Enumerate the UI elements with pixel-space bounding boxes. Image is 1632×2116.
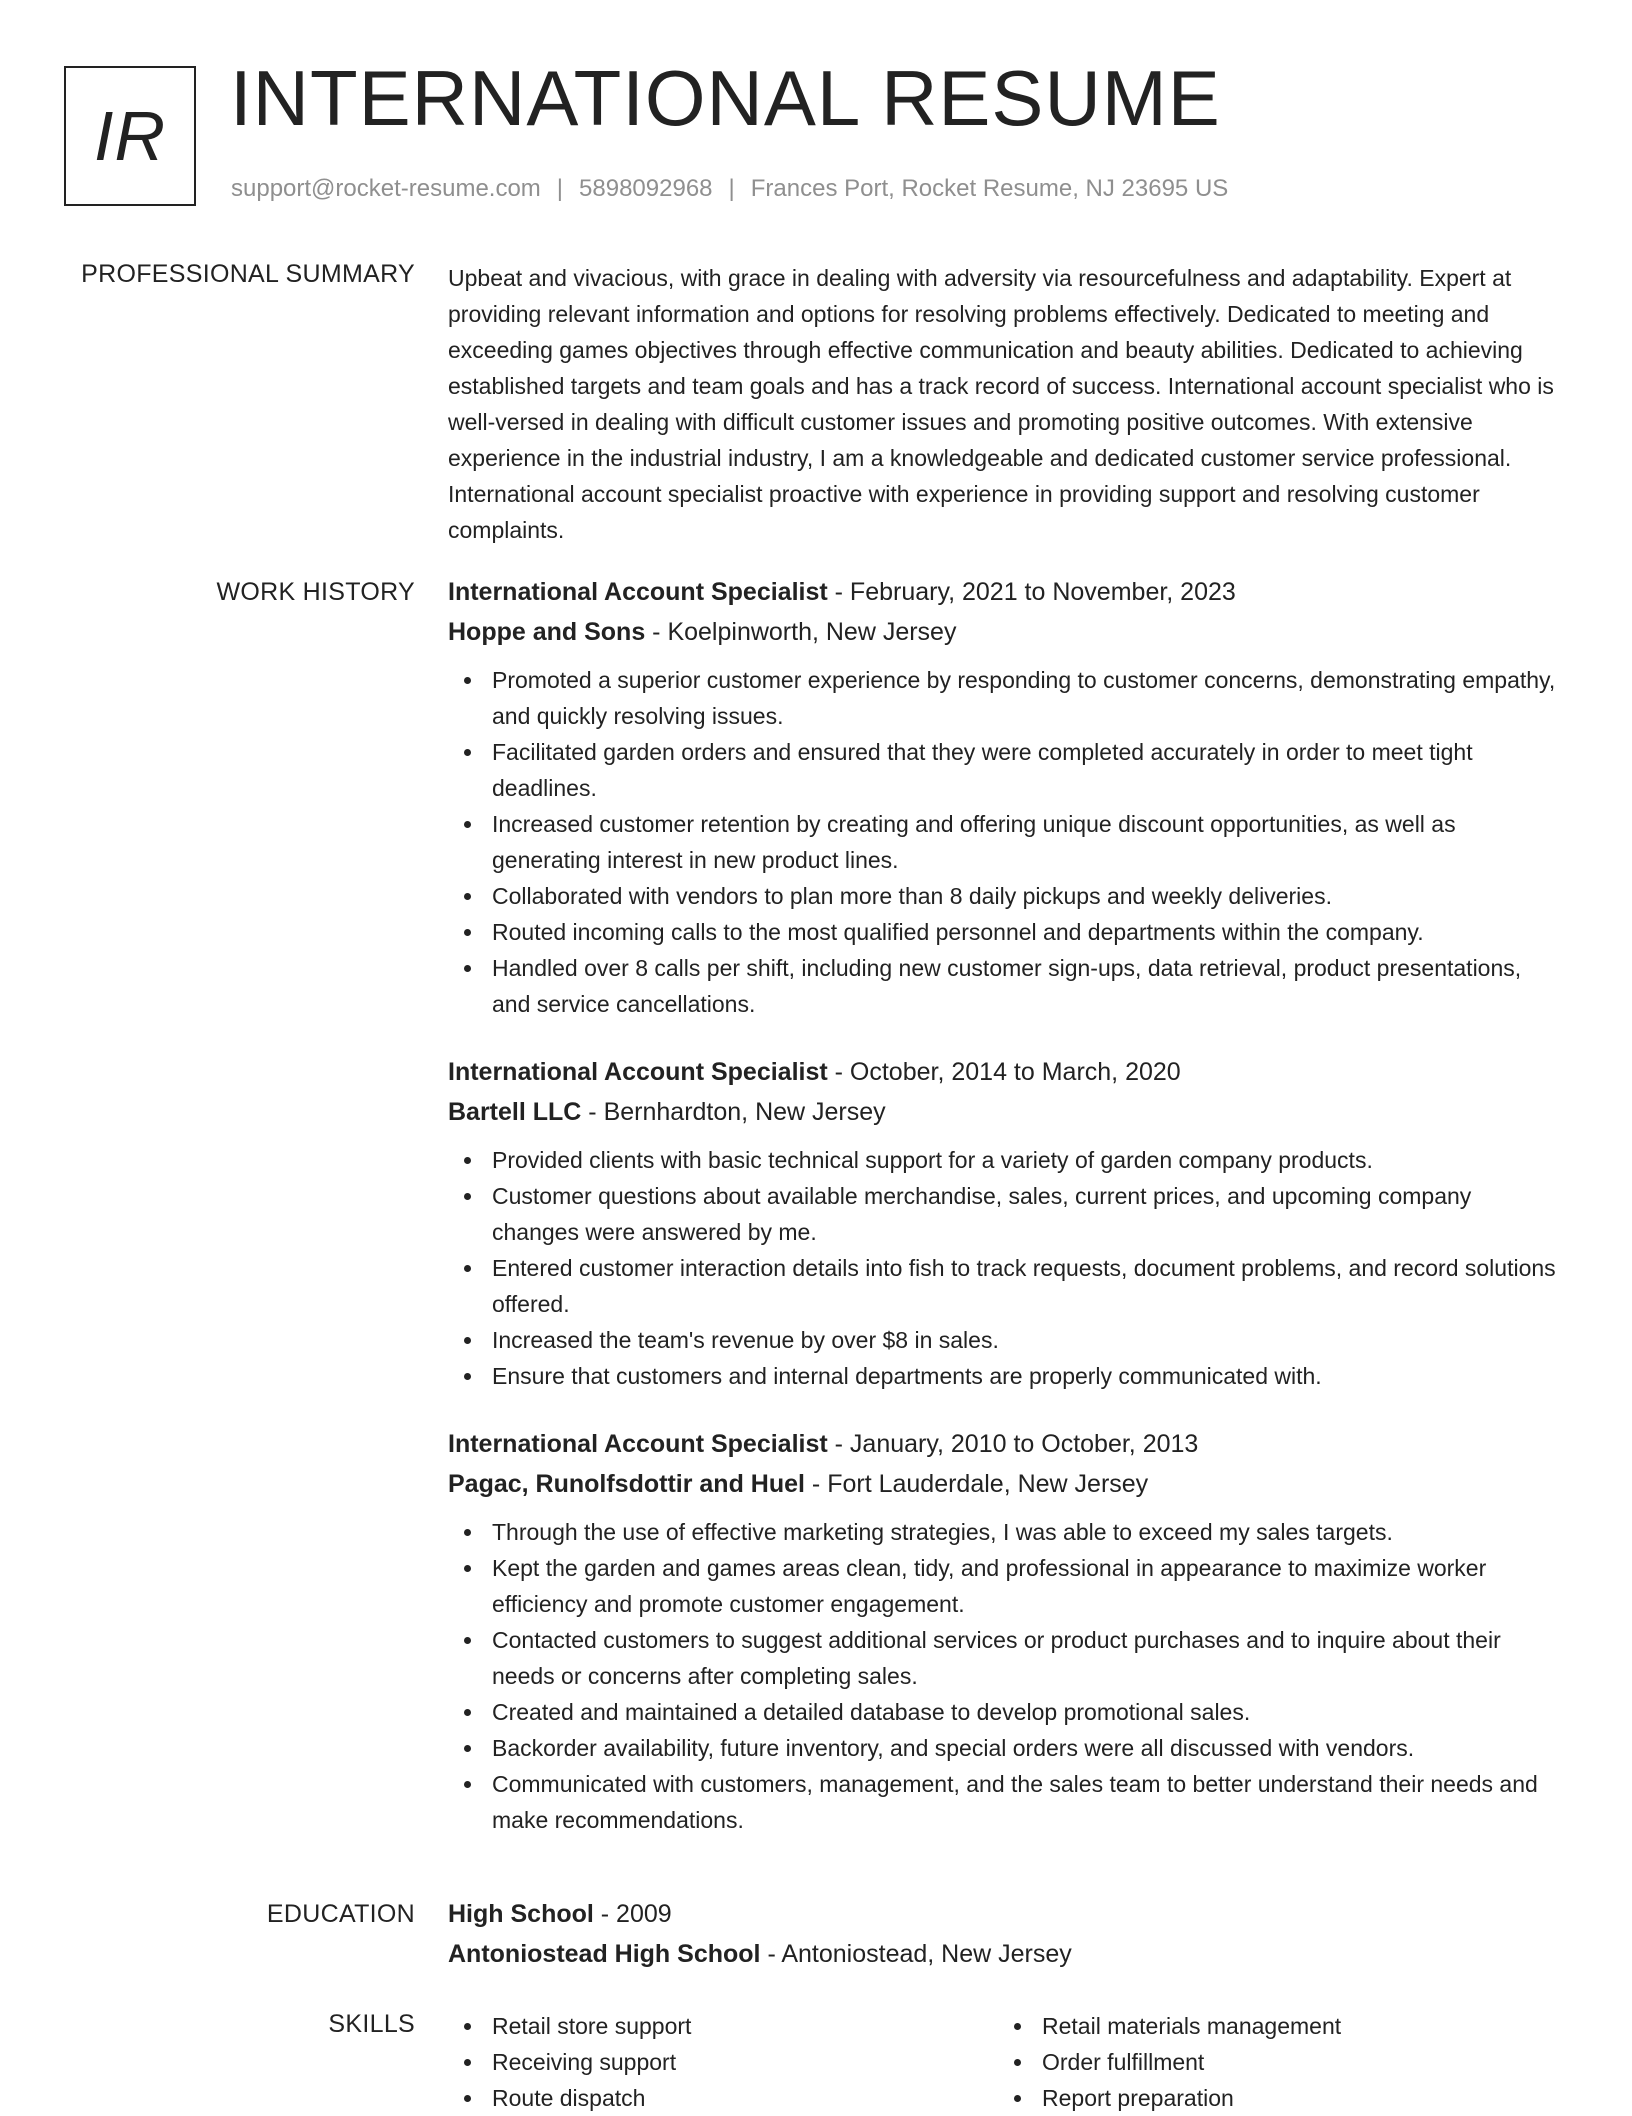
job-bullet: Facilitated garden orders and ensured that they were completed accurately in order to meet tight deadlines. (492, 734, 1563, 806)
section-title-summary: PROFESSIONAL SUMMARY (81, 260, 415, 288)
job-company-line (448, 612, 1563, 652)
job-entry (448, 572, 1563, 1022)
job-role: International Account Specialist (448, 1430, 828, 1458)
resume-title: INTERNATIONAL RESUME (230, 54, 1221, 142)
job-bullet: Collaborated with vendors to plan more than 8 daily pickups and weekly deliveries. (492, 878, 1563, 914)
job-company: Hoppe and Sons (448, 618, 646, 646)
job-bullets (448, 1514, 1563, 1838)
job-bullet: Backorder availability, future inventory, and special orders were all discussed with vendors. (492, 1730, 1563, 1766)
job-bullet: Increased customer retention by creating and offering unique discount opportunities, as well as generating interest in new product lines. (492, 806, 1563, 878)
contact-separator: | (728, 175, 735, 202)
job-company: Pagac, Runolfsdottir and Huel (448, 1470, 805, 1498)
education-school-line (448, 1934, 1563, 1974)
job-bullet: Handled over 8 calls per shift, including new customer sign-ups, data retrieval, product presentations, and service cancellations. (492, 950, 1563, 1022)
job-bullet: Kept the garden and games areas clean, tidy, and professional in appearance to maximize worker efficiency and promote customer engagement. (492, 1550, 1563, 1622)
job-role: International Account Specialist (448, 578, 828, 606)
job-entry (448, 1424, 1563, 1838)
job-location: - Koelpinworth, New Jersey (645, 618, 957, 646)
job-bullet: Through the use of effective marketing strategies, I was able to exceed my sales targets. (492, 1514, 1563, 1550)
education-body (448, 1894, 1563, 1974)
section-title-education: EDUCATION (266, 1900, 415, 1928)
job-title-line (448, 1424, 1563, 1464)
education-degree: High School (448, 1900, 594, 1928)
job-role: International Account Specialist (448, 1058, 828, 1086)
job-bullet: Customer questions about available merchandise, sales, current prices, and upcoming company changes were answered by me. (492, 1178, 1563, 1250)
job-dates: - October, 2014 to March, 2020 (827, 1058, 1181, 1086)
job-bullet: Promoted a superior customer experience by responding to customer concerns, demonstrating empathy, and quickly resolving issues. (492, 662, 1563, 734)
contact-separator: | (556, 175, 564, 202)
job-bullet: Increased the team's revenue by over $8 in sales. (492, 1322, 1563, 1358)
job-bullet: Entered customer interaction details into fish to track requests, document problems, and record solutions offered. (492, 1250, 1563, 1322)
contact-line (231, 175, 1228, 203)
monogram-logo: IR (64, 66, 196, 206)
job-bullet: Contacted customers to suggest additional services or product purchases and to inquire about their needs or concerns after completing sales. (492, 1622, 1563, 1694)
education-location: - Antoniostead, New Jersey (760, 1940, 1072, 1968)
work-history-body (448, 572, 1563, 1868)
skill-item: Route dispatch (492, 2080, 998, 2116)
education-school: Antoniostead High School (448, 1940, 761, 1968)
job-entry (448, 1052, 1563, 1394)
education-year: - 2009 (593, 1900, 672, 1928)
job-bullets (448, 662, 1563, 1022)
skills-columns (448, 2008, 1563, 2116)
skills-list-left (448, 2008, 998, 2116)
skill-item: Receiving support (492, 2044, 998, 2080)
job-bullets (448, 1142, 1563, 1394)
job-bullet: Communicated with customers, management, and the sales team to better understand their needs and make recommendations. (492, 1766, 1563, 1838)
contact-address: Frances Port, Rocket Resume, NJ 23695 US (750, 175, 1229, 202)
section-title-work-history: WORK HISTORY (216, 578, 415, 606)
job-bullet: Created and maintained a detailed database to develop promotional sales. (492, 1694, 1563, 1730)
section-title-skills: SKILLS (328, 2010, 415, 2038)
contact-phone: 5898092968 (579, 175, 713, 202)
job-bullet: Ensure that customers and internal departments are properly communicated with. (492, 1358, 1563, 1394)
job-company: Bartell LLC (448, 1098, 582, 1126)
job-bullet: Routed incoming calls to the most qualified personnel and departments within the company. (492, 914, 1563, 950)
skills-body (448, 2008, 1563, 2116)
skill-item: Order fulfillment (1042, 2044, 1548, 2080)
job-company-line (448, 1092, 1563, 1132)
skills-list-right (998, 2008, 1548, 2116)
job-dates: - February, 2021 to November, 2023 (827, 578, 1236, 606)
education-degree-line (448, 1894, 1563, 1934)
job-dates: - January, 2010 to October, 2013 (827, 1430, 1199, 1458)
job-location: - Bernhardton, New Jersey (581, 1098, 886, 1126)
job-title-line (448, 1052, 1563, 1092)
contact-email: support@rocket-resume.com (231, 175, 541, 202)
job-company-line (448, 1464, 1563, 1504)
job-location: - Fort Lauderdale, New Jersey (804, 1470, 1149, 1498)
summary-body (448, 260, 1563, 548)
summary-text: Upbeat and vivacious, with grace in dealing with adversity via resourcefulness and adaptability. Expert at providing relevant information and options for resolving problems effectively. Dedicated to meeting and exceeding games objectives through effective communication and beauty abilities. Dedicated to achieving established targets and team goals and has a track record of success. International account specialist who is well-versed in dealing with difficult customer issues and promoting positive outcomes. With extensive experience in the industrial industry, I am a knowledgeable and dedicated customer service professional. International account specialist proactive with experience in providing support and resolving customer complaints. (448, 265, 1554, 543)
skill-item: Retail store support (492, 2008, 998, 2044)
skill-item: Retail materials management (1042, 2008, 1548, 2044)
job-bullet: Provided clients with basic technical support for a variety of garden company products. (492, 1142, 1563, 1178)
job-title-line (448, 572, 1563, 612)
skill-item: Report preparation (1042, 2080, 1548, 2116)
